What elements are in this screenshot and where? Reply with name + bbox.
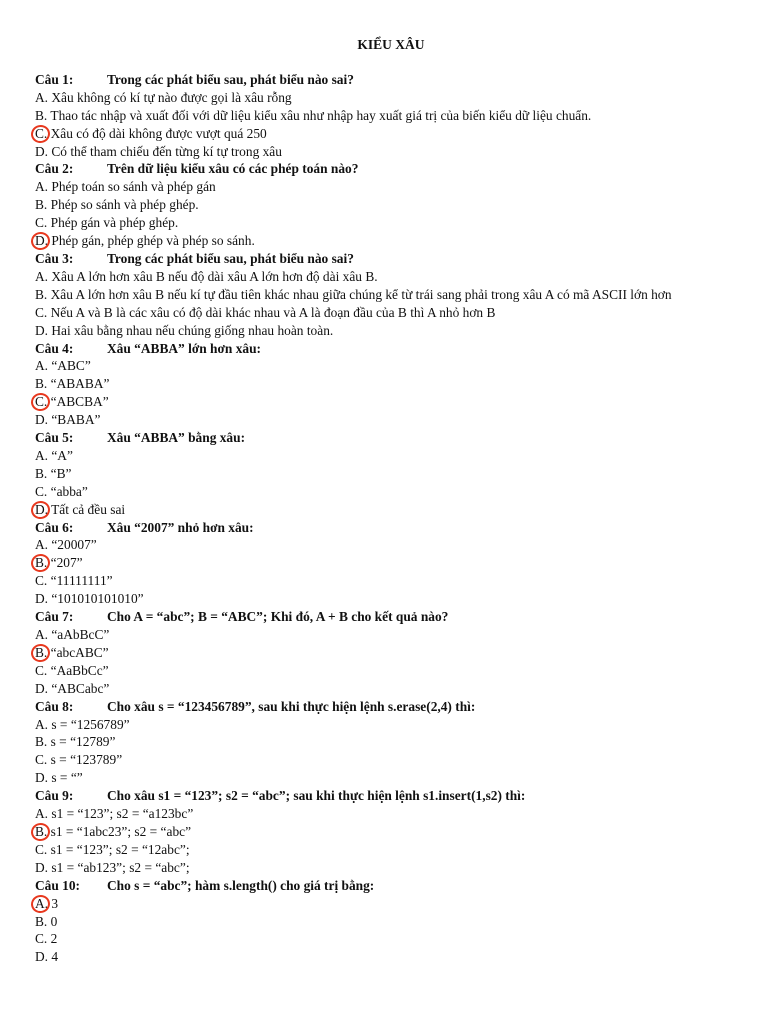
question-9 (35, 787, 735, 877)
option-b: B. s = “12789” (35, 734, 116, 750)
question-text: Xâu “2007” nhỏ hơn xâu: (107, 519, 254, 535)
option-c: C. “AaBbCc” (35, 662, 109, 678)
question-text: Cho s = “abc”; hàm s.length() cho giá trị bằng: (107, 877, 375, 893)
question-heading (35, 250, 735, 268)
question-text: Cho xâu s = “123456789”, sau khi thực hiện lệnh s.erase(2,4) thì: (107, 698, 476, 714)
question-text: Trong các phát biểu sau, phát biểu nào sai? (107, 250, 354, 266)
question-number: Câu 2: (35, 161, 74, 177)
question-heading (35, 877, 735, 895)
option-c: C. s = “123789” (35, 752, 123, 768)
option-a: A. Xâu không có kí tự nào được gọi là xâu rỗng (35, 89, 292, 105)
question-heading (35, 340, 735, 358)
question-1 (35, 71, 735, 161)
option-c: C. Xâu có độ dài không được vượt quá 250 (35, 125, 735, 143)
option-b: B. Xâu A lớn hơn xâu B nếu kí tự đầu tiên khác nhau giữa chúng kể từ trái sang phải trong xâu A có mã ASCII lớn hơn (35, 286, 672, 302)
question-6 (35, 519, 735, 609)
option-d: D. Hai xâu bằng nhau nếu chúng giống nhau hoàn toàn. (35, 322, 334, 338)
option-d: D. s = “” (35, 770, 83, 786)
option-a: A. s1 = “123”; s2 = “a123bc” (35, 806, 194, 822)
question-number: Câu 8: (35, 698, 74, 714)
question-10 (35, 877, 735, 967)
option-b: B. Phép so sánh và phép ghép. (35, 197, 199, 213)
question-2 (35, 160, 735, 250)
option-a: A. Phép toán so sánh và phép gán (35, 179, 216, 195)
question-number: Câu 3: (35, 250, 74, 266)
document-page (35, 36, 735, 966)
option-a: A. Xâu A lớn hơn xâu B nếu độ dài xâu A lớn hơn độ dài xâu B. (35, 268, 378, 284)
option-a: A. “ABC” (35, 358, 91, 374)
question-text: Xâu “ABBA” lớn hơn xâu: (107, 340, 261, 356)
option-d: D. “101010101010” (35, 591, 144, 607)
document-title: KIỂU XÂU (357, 37, 425, 52)
option-b: B. “207” (35, 554, 735, 572)
option-c: C. Nếu A và B là các xâu có độ dài khác nhau và A là đoạn đầu của B thì A nhỏ hơn B (35, 304, 496, 320)
option-a: A. s = “1256789” (35, 716, 130, 732)
question-heading (35, 429, 735, 447)
option-b: B. 0 (35, 913, 58, 929)
question-3 (35, 250, 735, 340)
question-heading (35, 519, 735, 537)
option-b: B. Thao tác nhập và xuất đối với dữ liệu kiểu xâu như nhập hay xuất giá trị của biến kiểu dữ liệu chuẩn. (35, 107, 592, 123)
option-c: C. “11111111” (35, 573, 113, 589)
option-d: D. “ABCabc” (35, 680, 110, 696)
question-number: Câu 6: (35, 519, 74, 535)
option-a: A. “aAbBcC” (35, 627, 110, 642)
question-heading (35, 787, 735, 805)
option-d: D. 4 (35, 949, 59, 965)
question-number: Câu 7: (35, 609, 74, 625)
option-b: B. “B” (35, 465, 72, 481)
question-text: Trong các phát biểu sau, phát biểu nào sai? (107, 71, 354, 87)
option-b: B. s1 = “1abc23”; s2 = “abc” (35, 823, 735, 841)
option-b: B. “ABABA” (35, 376, 110, 392)
question-number: Câu 10: (35, 877, 81, 893)
question-8 (35, 698, 735, 788)
question-heading (35, 71, 735, 89)
question-text: Cho A = “abc”; B = “ABC”; Khi đó, A + B cho kết quả nào? (107, 609, 449, 625)
question-heading (35, 608, 735, 626)
question-text: Xâu “ABBA” bằng xâu: (107, 430, 246, 446)
option-d: D. s1 = “ab123”; s2 = “abc”; (35, 859, 190, 875)
option-d: D. “BABA” (35, 412, 101, 428)
question-text: Trên dữ liệu kiểu xâu có các phép toán nào? (107, 161, 359, 177)
question-number: Câu 1: (35, 71, 74, 87)
question-number: Câu 9: (35, 788, 74, 804)
option-b: B. “abcABC” (35, 644, 735, 662)
option-d: D. Tất cả đều sai (35, 501, 735, 519)
question-7 (35, 608, 735, 698)
option-d: D. Có thể tham chiếu đến từng kí tự trong xâu (35, 143, 282, 159)
question-5 (35, 429, 735, 519)
option-c: C. “abba” (35, 483, 88, 499)
option-c: C. “ABCBA” (35, 393, 735, 411)
option-c: C. Phép gán và phép ghép. (35, 215, 179, 231)
question-text: Cho xâu s1 = “123”; s2 = “abc”; sau khi thực hiện lệnh s1.insert(1,s2) thì: (107, 788, 526, 804)
question-number: Câu 4: (35, 340, 74, 356)
question-number: Câu 5: (35, 430, 74, 446)
option-d: D. Phép gán, phép ghép và phép so sánh. (35, 232, 735, 250)
option-c: C. s1 = “123”; s2 = “12abc”; (35, 841, 190, 857)
question-4 (35, 340, 735, 430)
option-a: A. “20007” (35, 537, 97, 553)
option-a: A. “A” (35, 447, 73, 463)
option-a: A. 3 (35, 895, 735, 913)
question-heading (35, 160, 735, 178)
option-c: C. 2 (35, 931, 58, 947)
question-heading (35, 698, 735, 716)
